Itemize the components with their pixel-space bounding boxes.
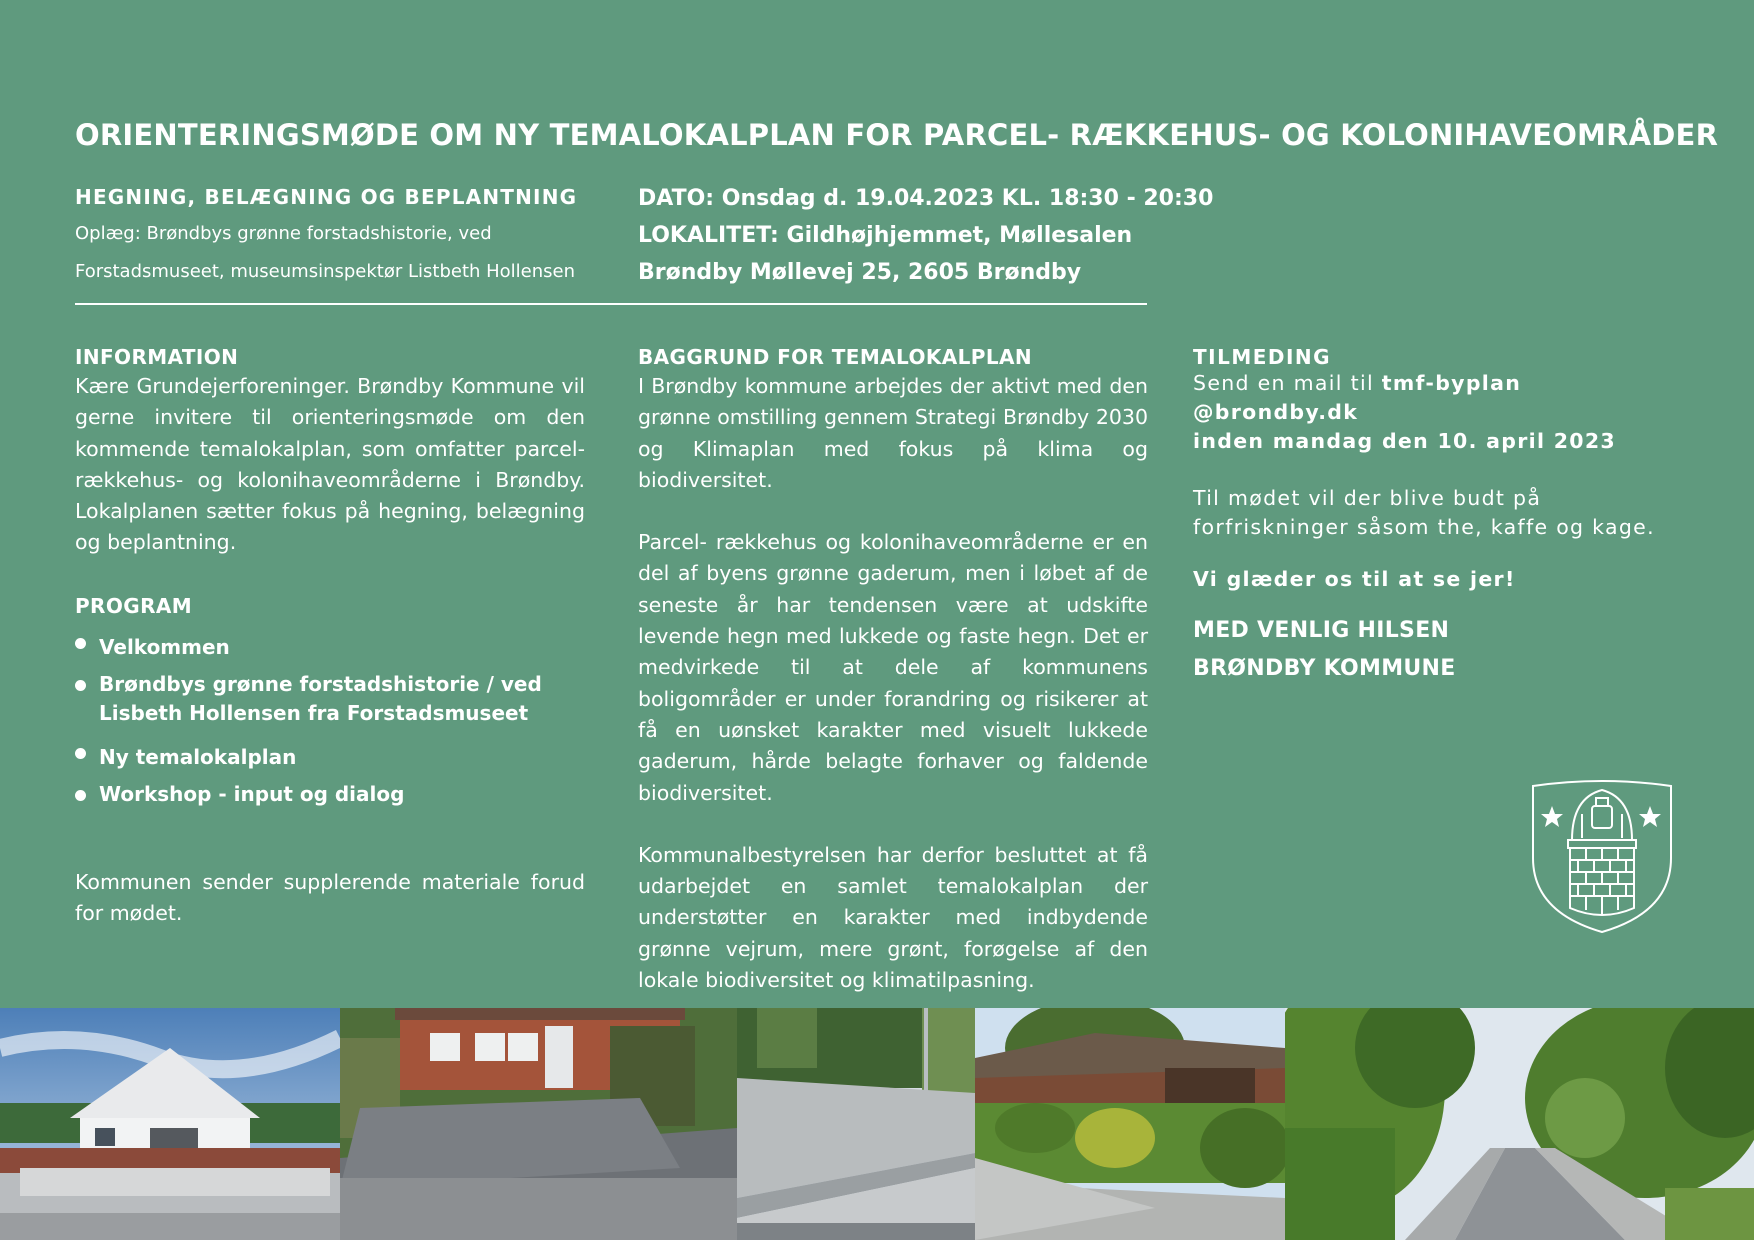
signature-line-2: BRØNDBY KOMMUNE [1193,656,1456,681]
photo-brick-house [340,1008,737,1240]
photo-garden-hedges [975,1008,1285,1240]
intro-block [75,185,585,291]
background-paragraph-3: Kommunalbestyrelsen har derfor besluttet at få udarbejdet en samlet temalokalplan der understøtter en karakter med indbydende grønne vejrum, mere grønt, forøgelse af den lokale biodiversitet og klimatilpasning. [638,842,1148,993]
program-item-text: Workshop - input og dialog [99,782,405,806]
program-item-text: Ny temalokalplan [99,745,297,769]
background-heading: BAGGRUND FOR TEMALOKALPLAN [638,345,1032,369]
bullet-dot-icon [75,790,86,801]
signup-section [1193,345,1693,594]
event-location: LOKALITET: Gildhøjhjemmet, Møllesalen [638,223,1133,248]
photo-fence-wall [737,1008,975,1240]
intro-line-1: Oplæg: Brøndbys grønne forstadshistorie, ved [75,223,492,244]
event-details [638,180,1213,291]
program-section [75,594,585,618]
photo-green-road [1285,1008,1754,1240]
refreshments-line-1: Til mødet vil der blive budt på [1193,486,1542,510]
background-section [638,345,1148,996]
signup-deadline: inden mandag den 10. april 2023 [1193,429,1616,453]
program-heading: PROGRAM [75,594,193,618]
looking-forward: Vi glæder os til at se jer! [1193,567,1516,591]
background-paragraph-1: I Brøndby kommune arbejdes der aktivt med den grønne omstilling gennem Strategi Brøndby 2030 og Klimaplan med fokus på klima og biodiversitet. [638,374,1148,492]
background-paragraph-2: Parcel- rækkehus og kolonihaveområderne er en del af byens grønne gaderum, men i løbet af de seneste år har tendensen være at udskifte levende hegn med lukkede og faste hegn. Det er medvirkede til at dele af kommunens boligområder er under forandring og risikerer at få en uønsket karakter med visuelt lukkede gaderum, hårde belagte forhaver og faldende biodiversitet. [638,530,1148,805]
intro-line-2: Forstadsmuseet, museumsinspektør Listbeth Hollensen [75,261,576,282]
signup-email[interactable]: tmf-byplan @brondby.dk [1193,371,1522,424]
information-heading: INFORMATION [75,345,239,369]
information-text: Kære Grundejerforeninger. Brøndby Kommune vil gerne invitere til orienteringsmøde om den kommende temalokalplan, som omfatter parcel- rækkehus- og kolonihaveområderne i Brøndby. Lokalplanen sætter fokus på hegning, belægning og beplantning. [75,374,585,555]
program-item-text: Brøndbys grønne forstadshistorie / ved Lisbeth Hollensen fra Forstadsmuseet [99,672,542,725]
signature [1193,612,1693,688]
event-address: Brøndby Møllevej 25, 2605 Brøndby [638,260,1082,285]
bullet-dot-icon [75,680,86,691]
signature-line-1: MED VENLIG HILSEN [1193,618,1450,643]
background-text [638,371,1148,996]
page-title: ORIENTERINGSMØDE OM NY TEMALOKALPLAN FOR PARCEL- RÆKKEHUS- OG KOLONIHAVEOMRÅDER [75,118,1719,152]
bullet-dot-icon [75,748,86,759]
brondby-coat-of-arms-icon [1530,780,1675,935]
intro-subtitle: HEGNING, BELÆGNING OG BEPLANTNING [75,185,578,209]
refreshments-line-2: forfriskninger såsom the, kaffe og kage. [1193,515,1655,539]
bullet-dot-icon [75,638,86,649]
signup-line-1 [1193,369,1693,427]
event-date: DATO: Onsdag d. 19.04.2023 KL. 18:30 - 20:30 [638,186,1214,211]
divider [75,303,1147,305]
photo-strip [0,1008,1754,1240]
program-item-text: Velkommen [99,635,230,659]
photo-white-house [0,1008,340,1240]
program-list [75,633,585,813]
signup-prefix: Send en mail til [1193,371,1382,395]
information-section [75,345,585,559]
program-note: Kommunen sender supplerende materiale forud for mødet. [75,870,585,926]
signup-heading: TILMEDING [1193,345,1332,369]
